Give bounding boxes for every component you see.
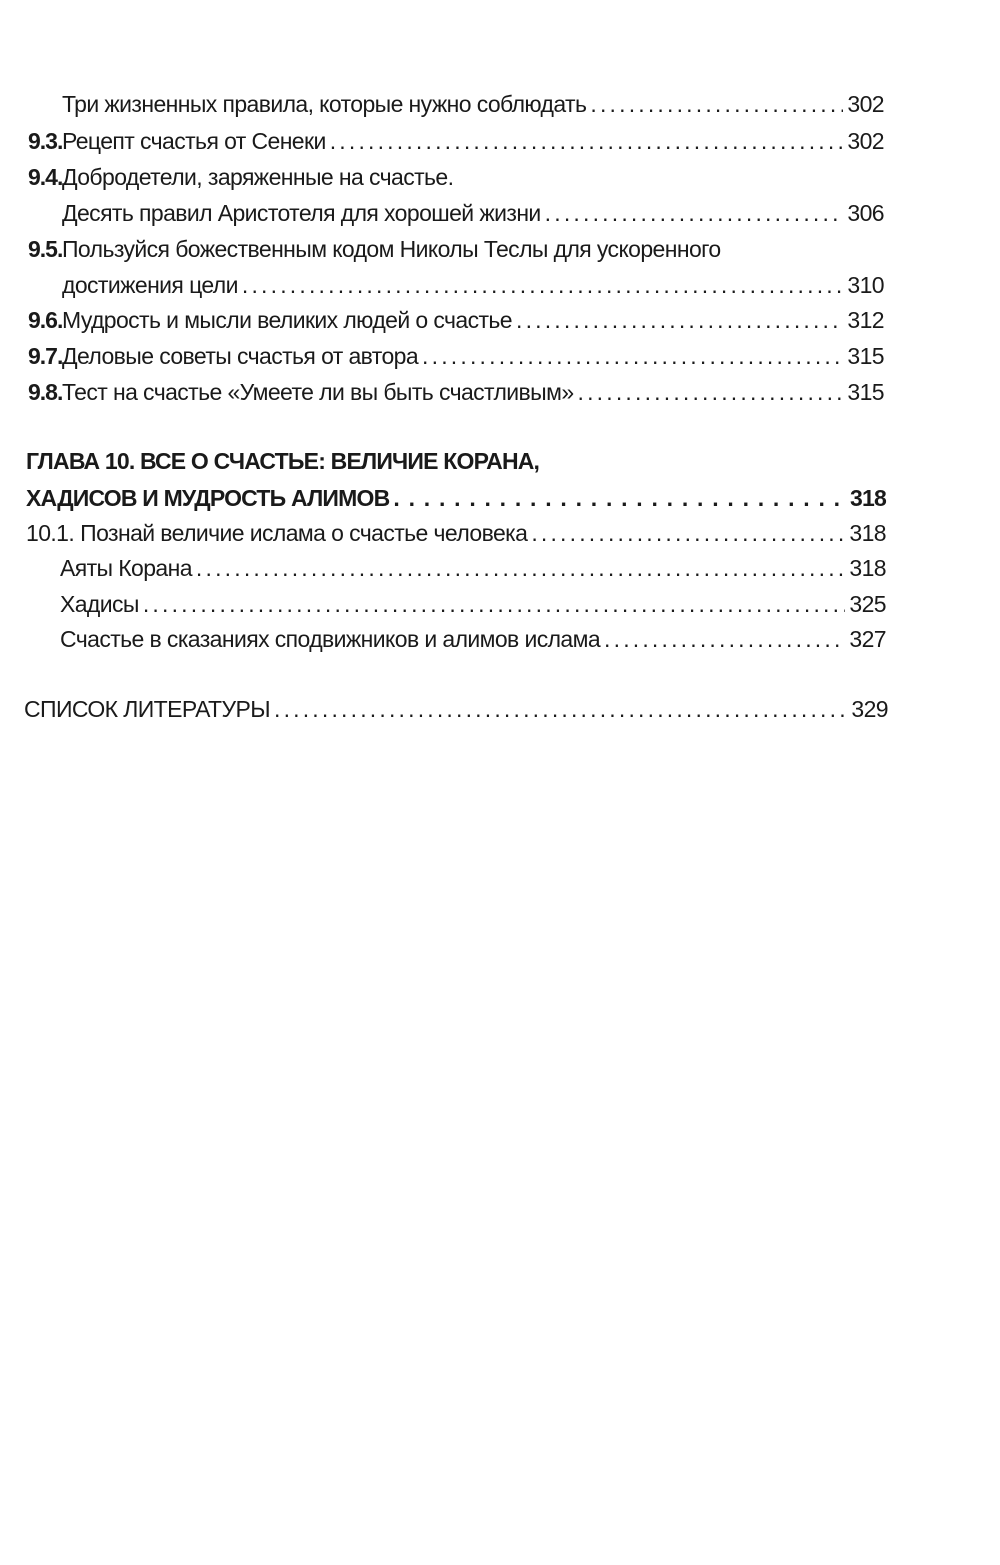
toc-entry-page: 302 xyxy=(847,91,884,117)
toc-entry-page: 306 xyxy=(847,200,884,226)
bibliography-entry xyxy=(24,694,888,724)
toc-entry-text: Мудрость и мысли великих людей о счастье xyxy=(62,307,512,333)
toc-entry-page: 310 xyxy=(847,272,884,298)
dot-leader xyxy=(196,553,846,583)
toc-entry xyxy=(28,341,884,371)
dot-leader xyxy=(578,377,844,407)
toc-entry-number: 9.5. xyxy=(28,236,63,262)
toc-entry-page: 318 xyxy=(849,520,886,546)
dot-leader xyxy=(516,305,843,335)
toc-entry-text: Добродетели, заряженные на счастье. xyxy=(62,164,454,190)
bibliography-page: 329 xyxy=(851,696,888,722)
toc-entry-page: 312 xyxy=(847,307,884,333)
dot-leader xyxy=(545,198,844,228)
toc-entry xyxy=(28,126,884,156)
toc-entry-page: 315 xyxy=(847,379,884,405)
toc-entry-page: 318 xyxy=(849,555,886,581)
toc-entry-number: 9.3. xyxy=(28,128,63,154)
toc-entry xyxy=(28,162,884,192)
dot-leader xyxy=(274,694,847,724)
toc-entry-text: Познай величие ислама о счастье человека xyxy=(80,520,528,546)
dot-leader xyxy=(422,341,843,371)
toc-entry-text: Три жизненных правила, которые нужно соблюдать xyxy=(62,91,587,117)
dot-leader xyxy=(531,518,845,548)
toc-entry-page: 315 xyxy=(847,343,884,369)
dot-leader xyxy=(330,126,844,156)
toc-entry-number: 9.7. xyxy=(28,343,63,369)
toc-entry-text: Десять правил Аристотеля для хорошей жизни xyxy=(62,200,541,226)
toc-entry-text: Аяты Корана xyxy=(60,555,192,581)
toc-entry xyxy=(62,270,884,300)
toc-entry-page: 302 xyxy=(847,128,884,154)
dot-leader xyxy=(242,270,844,300)
toc-entry-number: 9.8. xyxy=(28,379,63,405)
toc-entry-text: Счастье в сказаниях сподвижников и алимов ислама xyxy=(60,626,601,652)
toc-entry xyxy=(28,305,884,335)
chapter-page: 318 xyxy=(850,485,886,511)
toc-entry-text: достижения цели xyxy=(62,272,238,298)
toc-entry xyxy=(28,377,884,407)
toc-entry xyxy=(26,518,886,548)
toc-entry-number: 9.4. xyxy=(28,164,63,190)
toc-entry xyxy=(62,198,884,228)
chapter-title-line1: ГЛАВА 10. ВСЕ О СЧАСТЬЕ: ВЕЛИЧИЕ КОРАНА, xyxy=(26,448,540,474)
dot-leader xyxy=(143,589,846,619)
dot-leader xyxy=(604,624,845,654)
toc-entry-text: Рецепт счастья от Сенеки xyxy=(62,128,326,154)
dot-leader xyxy=(590,89,843,119)
toc-entry-text: Пользуйся божественным кодом Николы Теслы для ускоренного xyxy=(62,236,721,262)
chapter-heading xyxy=(26,483,886,513)
chapter-title-line2: ХАДИСОВ И МУДРОСТЬ АЛИМОВ xyxy=(26,485,390,511)
dot-leader xyxy=(393,483,846,513)
toc-entry-text: Деловые советы счастья от автора xyxy=(62,343,419,369)
toc-entry-page: 325 xyxy=(849,591,886,617)
toc-entry-page: 327 xyxy=(849,626,886,652)
toc-entry xyxy=(62,89,884,119)
chapter-heading xyxy=(26,446,886,476)
toc-entry-number: 9.6. xyxy=(28,307,63,333)
toc-entry xyxy=(28,234,884,264)
toc-entry-text: Тест на счастье «Умеете ли вы быть счастливым» xyxy=(62,379,574,405)
toc-entry xyxy=(60,589,886,619)
toc-entry-number: 10.1. xyxy=(26,520,75,546)
toc-entry xyxy=(60,553,886,583)
bibliography-text: СПИСОК ЛИТЕРАТУРЫ xyxy=(24,696,270,722)
toc-entry-text: Хадисы xyxy=(60,591,139,617)
toc-entry xyxy=(60,624,886,654)
